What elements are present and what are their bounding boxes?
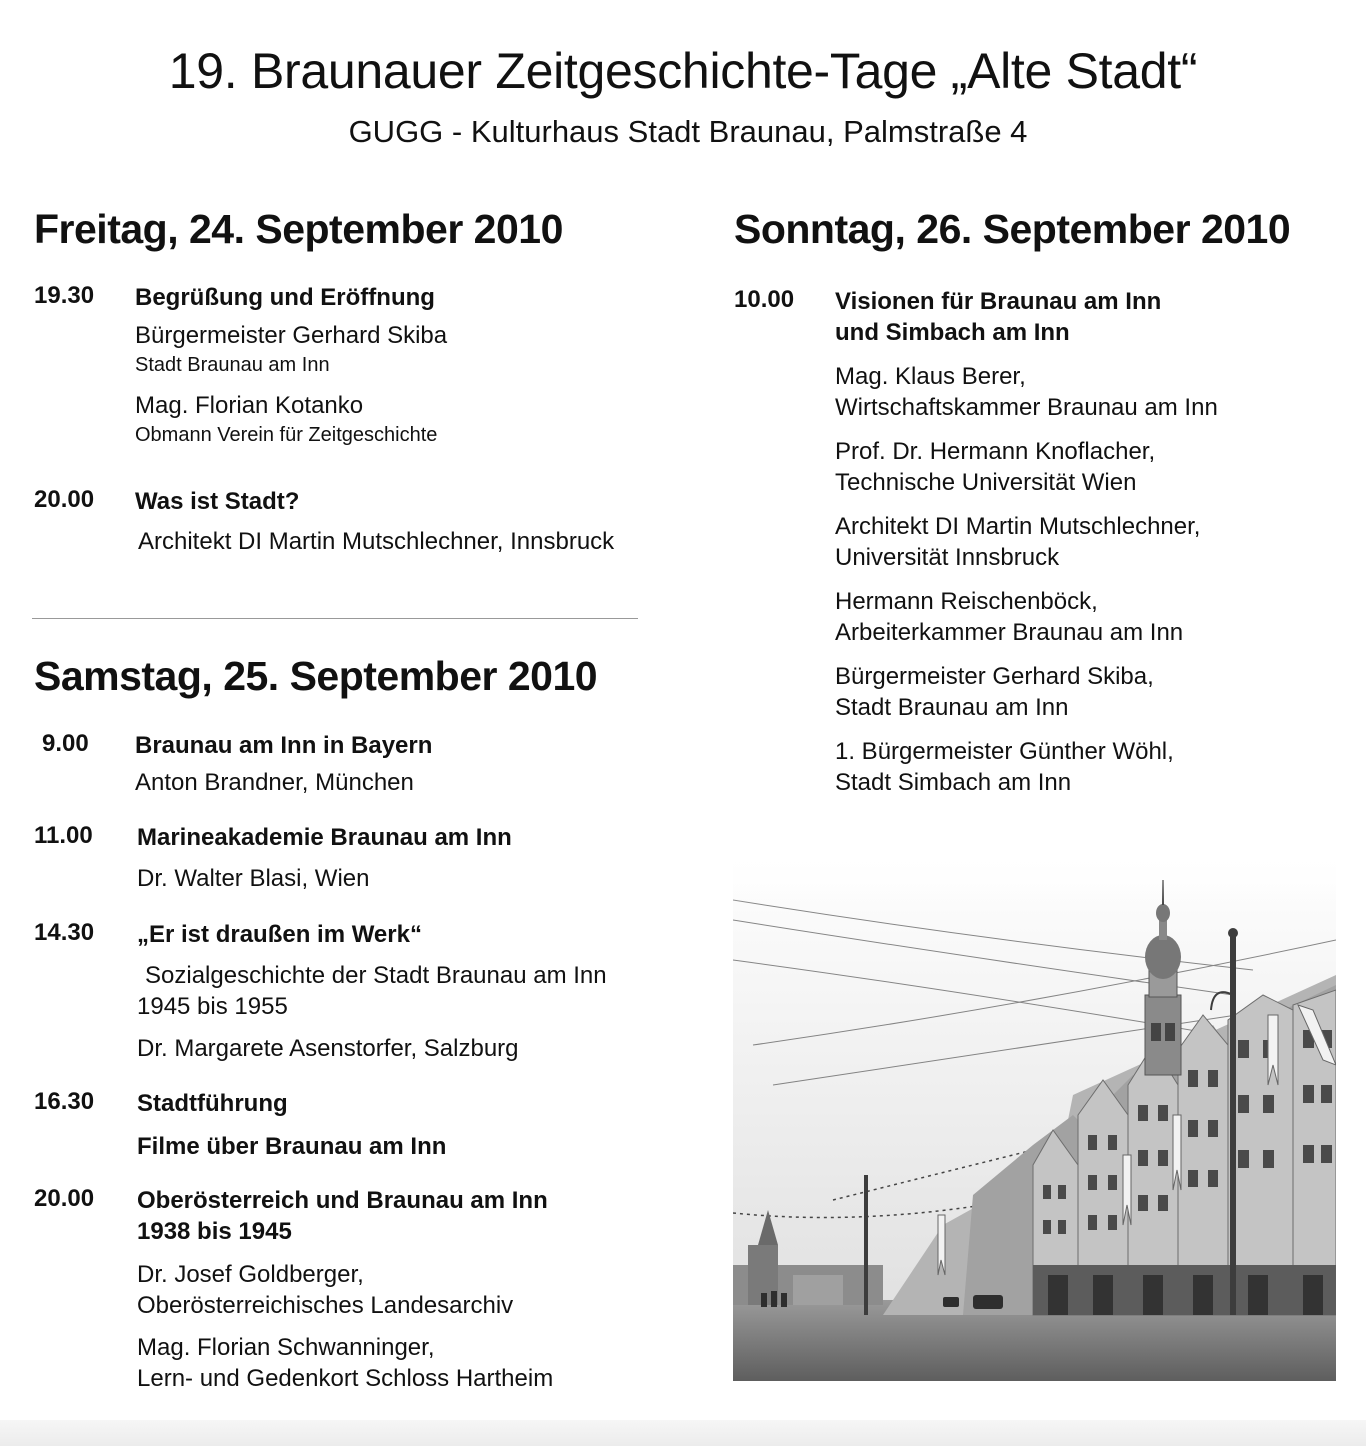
historic-town-square-photo bbox=[733, 845, 1336, 1381]
speaker-affiliation: Lern- und Gedenkort Schloss Hartheim bbox=[137, 1365, 554, 1392]
event-title: Marineakademie Braunau am Inn bbox=[137, 824, 512, 851]
saturday-event-3 bbox=[34, 919, 674, 1064]
event-title: Stadtführung bbox=[137, 1090, 288, 1117]
event-title: Braunau am Inn in Bayern bbox=[135, 732, 433, 759]
friday-event-1 bbox=[34, 282, 674, 449]
event-time: 20.00 bbox=[34, 1185, 95, 1212]
event-time: 10.00 bbox=[734, 286, 795, 313]
event-title-line1: Visionen für Braunau am Inn bbox=[835, 288, 1162, 315]
friday-heading: Freitag, 24. September 2010 bbox=[34, 206, 563, 252]
event-time: 16.30 bbox=[34, 1088, 95, 1115]
saturday-event-4 bbox=[34, 1088, 674, 1162]
event-time: 19.30 bbox=[34, 282, 95, 309]
speaker-name: Bürgermeister Gerhard Skiba bbox=[135, 322, 448, 349]
venue-subtitle: GUGG - Kulturhaus Stadt Braunau, Palmstraße 4 bbox=[348, 114, 1028, 149]
talk-subtitle-line2: 1945 bis 1955 bbox=[137, 993, 288, 1020]
event-time: 11.00 bbox=[34, 822, 93, 849]
speaker-name: Dr. Josef Goldberger, bbox=[137, 1261, 364, 1288]
speaker-name: 1. Bürgermeister Günther Wöhl, bbox=[835, 738, 1174, 765]
friday-event-2 bbox=[34, 486, 674, 557]
event-title-line2: und Simbach am Inn bbox=[835, 319, 1070, 346]
speaker-name: Architekt DI Martin Mutschlechner, Innsbruck bbox=[138, 528, 615, 555]
speaker-name: Mag. Florian Kotanko bbox=[135, 392, 364, 419]
speaker-name: Prof. Dr. Hermann Knoflacher, bbox=[835, 438, 1156, 465]
talk-subtitle-line1: Sozialgeschichte der Stadt Braunau am Inn bbox=[145, 962, 607, 989]
speaker-affiliation: Stadt Braunau am Inn bbox=[835, 694, 1069, 721]
sunday-heading: Sonntag, 26. September 2010 bbox=[734, 206, 1291, 252]
speaker-role: Obmann Verein für Zeitgeschichte bbox=[135, 424, 438, 446]
speaker-name: Anton Brandner, München bbox=[135, 769, 414, 796]
sunday-event-1 bbox=[734, 286, 1354, 798]
event-time: 20.00 bbox=[34, 486, 95, 513]
section-divider bbox=[32, 618, 638, 619]
saturday-event-5 bbox=[34, 1185, 674, 1394]
event-time: 14.30 bbox=[34, 919, 95, 946]
speaker-affiliation: Technische Universität Wien bbox=[835, 469, 1137, 496]
speaker-name: Mag. Klaus Berer, bbox=[835, 363, 1026, 390]
speaker-affiliation: Arbeiterkammer Braunau am Inn bbox=[835, 619, 1184, 646]
event-title-line1: Oberösterreich und Braunau am Inn bbox=[137, 1187, 548, 1214]
speaker-affiliation: Stadt Simbach am Inn bbox=[835, 769, 1072, 796]
event-time: 9.00 bbox=[42, 730, 89, 757]
event-title: Begrüßung und Eröffnung bbox=[135, 284, 435, 311]
speaker-role: Stadt Braunau am Inn bbox=[135, 354, 330, 376]
saturday-event-1 bbox=[34, 730, 674, 798]
speaker-name: Dr. Walter Blasi, Wien bbox=[137, 865, 370, 892]
page-bottom-band bbox=[0, 1420, 1366, 1446]
speaker-name: Mag. Florian Schwanninger, bbox=[137, 1334, 435, 1361]
event-title-2: Filme über Braunau am Inn bbox=[137, 1133, 447, 1160]
event-title: Was ist Stadt? bbox=[135, 488, 300, 515]
speaker-affiliation: Wirtschaftskammer Braunau am Inn bbox=[835, 394, 1218, 421]
speaker-name: Dr. Margarete Asenstorfer, Salzburg bbox=[137, 1035, 519, 1062]
page-title: 19. Braunauer Zeitgeschichte-Tage „Alte Stadt“ bbox=[168, 43, 1198, 99]
saturday-event-2 bbox=[34, 822, 674, 894]
event-title: „Er ist draußen im Werk“ bbox=[137, 921, 422, 948]
speaker-affiliation: Oberösterreichisches Landesarchiv bbox=[137, 1292, 514, 1319]
speaker-name: Architekt DI Martin Mutschlechner, bbox=[835, 513, 1201, 540]
speaker-name: Hermann Reischenböck, bbox=[835, 588, 1098, 615]
saturday-heading: Samstag, 25. September 2010 bbox=[34, 653, 598, 699]
event-title-line2: 1938 bis 1945 bbox=[137, 1218, 292, 1245]
speaker-affiliation: Universität Innsbruck bbox=[835, 544, 1060, 571]
speaker-name: Bürgermeister Gerhard Skiba, bbox=[835, 663, 1154, 690]
